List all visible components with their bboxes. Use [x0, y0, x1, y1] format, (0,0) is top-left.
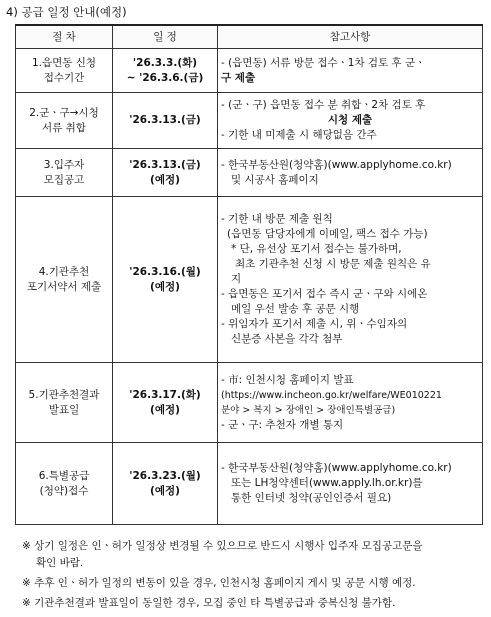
notes-cell: - (군ㆍ구) 읍면동 접수 분 취합ㆍ2차 검토 후 시청 제출 - 기한 내 미제출 시 해당없음 간주 — [218, 93, 483, 149]
footnote: ※ 기관추천결과 발표일이 동일한 경우, 모집 중인 타 특별공급과 중복신청 불가함. — [22, 597, 396, 609]
step-cell: 6.특별공급 (청약)접수 — [16, 443, 113, 525]
column-header-date: 일 정 — [113, 25, 218, 49]
table-row — [16, 93, 483, 149]
footnote: ※ 상기 일정은 인ㆍ허가 일정상 변경될 수 있으므로 반드시 시행사 입주자 모집공고문을 — [22, 540, 423, 552]
supply-schedule-table — [15, 24, 483, 525]
table-row — [16, 443, 483, 525]
column-header-step: 절 차 — [16, 25, 113, 49]
table-header-row — [16, 25, 483, 49]
footnote-continued: 확인 바람. — [36, 557, 84, 569]
notes-cell: - 기한 내 방문 제출 원칙 (읍면동 담당자에게 이메일, 팩스 접수 가능) * 단, 유선상 포기서 접수는 불가하며, 최초 기관추천 신청 시 방문 제출 원칙은 유 지 - 읍면동은 포기서 접수 즉시 군ㆍ구와 시에온 메일 우선 발송 후 공문 시행 - 위임자가 포기서 제출 시, 위ㆍ수임자의 신분증 사본을 각각 첨부 — [218, 197, 483, 363]
date-cell: '26.3.23.(월) (예정) — [113, 443, 218, 525]
date-cell: '26.3.16.(월) (예정) — [113, 197, 218, 363]
step-cell: 5.기관추천결과 발표일 — [16, 363, 113, 443]
notes-cell: - 한국부동산원(청약홈)(www.applyhome.co.kr) 또는 LH청약센터(www.apply.lh.or.kr)를 통한 인터넷 청약(공인인증서 필요) — [218, 443, 483, 525]
footnote: ※ 추후 인ㆍ허가 일정의 변동이 있을 경우, 인천시청 홈페이지 게시 및 공문 시행 예정. — [22, 577, 416, 589]
notes-cell: - 市: 인천시청 홈페이지 발표 (https://www.incheon.go.kr/welfare/WE010221 분야 > 복지 > 장애인 > 장애인특별공급) - 군ㆍ구: 추천자 개별 통지 — [218, 363, 483, 443]
date-cell: '26.3.13.(금) — [113, 93, 218, 149]
step-cell: 3.입주자 모집공고 — [16, 149, 113, 197]
date-cell: '26.3.3.(화) ~ '26.3.6.(금) — [113, 49, 218, 93]
step-cell: 1.읍면동 신청 접수기간 — [16, 49, 113, 93]
step-cell: 2.군ㆍ구→시청 서류 취합 — [16, 93, 113, 149]
table-row — [16, 149, 483, 197]
date-cell: '26.3.13.(금) (예정) — [113, 149, 218, 197]
notes-cell: - 한국부동산원(청약홈)(www.applyhome.co.kr) 및 시공사 홈페이지 — [218, 149, 483, 197]
table-row — [16, 49, 483, 93]
date-cell: '26.3.17.(화) (예정) — [113, 363, 218, 443]
column-header-notes: 참고사항 — [218, 25, 483, 49]
notes-cell: - (읍면동) 서류 방문 접수ㆍ1차 검토 후 군ㆍ 구 제출 — [218, 49, 483, 93]
section-heading: 4) 공급 일정 안내(예정) — [6, 5, 127, 19]
table-row — [16, 197, 483, 363]
step-cell: 4.기관추천 포기서약서 제출 — [16, 197, 113, 363]
table-row — [16, 363, 483, 443]
